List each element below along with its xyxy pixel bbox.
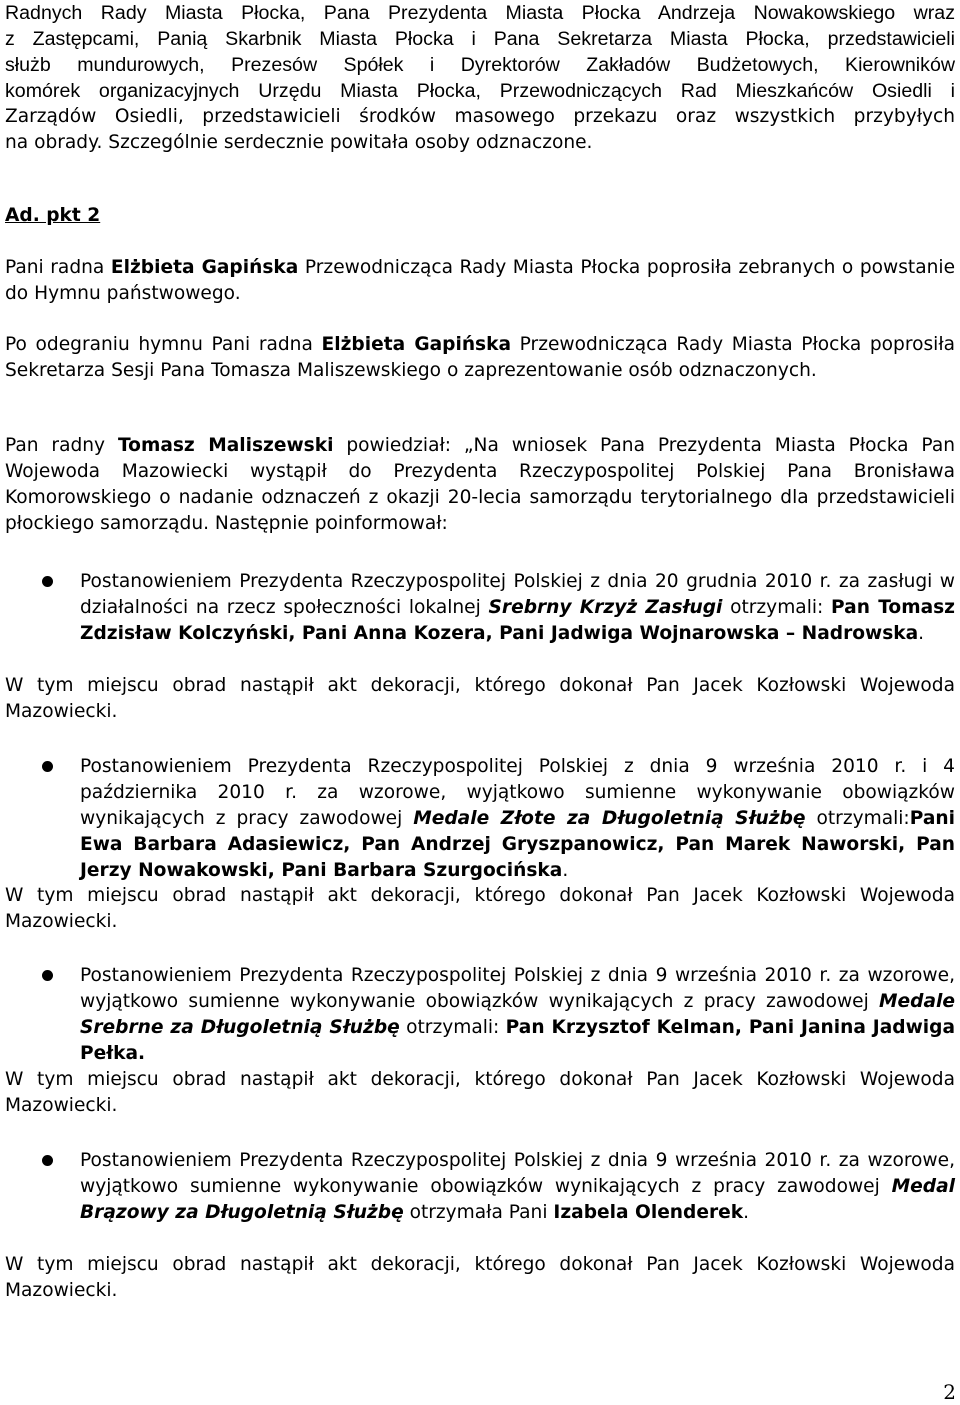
decoration-note: W tym miejscu obrad nastąpił akt dekoracji, którego dokonał Pan Jacek Kozłowski Wojewoda Mazowiecki. (5, 1254, 955, 1301)
person-name: Elżbieta Gapińska (321, 334, 512, 355)
intro-line: z Zastępcami, Panią Skarbnik Miasta Płocka i Pana Sekretarza Miasta Płocka, przedstawicieli (5, 28, 955, 50)
award-name: Medal Brązowy za Długoletnią Służbę (80, 1176, 955, 1223)
award-name: Medale Złote za Długoletnią Służbę (413, 808, 806, 829)
person-name: Elżbieta Gapińska (110, 257, 299, 278)
intro-paragraph (5, 0, 955, 104)
decoration-note: W tym miejscu obrad nastąpił akt dekoracji, którego dokonał Pan Jacek Kozłowski Wojewoda Mazowiecki. (5, 1069, 955, 1116)
paragraph-announcement: Pan radny Tomasz Maliszewski powiedział: „Na wniosek Pana Prezydenta Miasta Płocka Pan Wojewoda Mazowiecki wystąpił do Prezydenta Rzeczypospolitej Polskiej Pana Bronisława Komorowskiego o nadanie odznaczeń z okazji 20-lecia samorządu terytorialnego dla przedstawicieli płockiego samorządu. Następnie poinformował: (5, 435, 955, 534)
recipients: Pan Tomasz Zdzisław Kolczyński, Pani Anna Kozera, Pani Jadwiga Wojnarowska – Nadrowska (80, 597, 955, 644)
award-list-item: Postanowieniem Prezydenta Rzeczypospolitej Polskiej z dnia 9 września 2010 r. i 4 października 2010 r. za wzorowe, wyjątkowo sumienne wykonywanie obowiązków wynikających z pracy zawodowej Medale Złote za Długoletnią Służbę otrzymali:Pani Ewa Barbara Adasiewicz, Pan Andrzej Gryszpanowicz, Pan Marek Naworski, Pan Jerzy Nowakowski, Pani Barbara Szurgocińska. (80, 754, 955, 884)
award-list-item: Postanowieniem Prezydenta Rzeczypospolitej Polskiej z dnia 9 września 2010 r. za wzorowe, wyjątkowo sumienne wykonywanie obowiązków wynikających z pracy zawodowej Medale Srebrne za Długoletnią Służbę otrzymali: Pan Krzysztof Kelman, Pani Janina Jadwiga Pełka. (80, 963, 955, 1067)
bullet-icon (42, 576, 53, 587)
recipients: Izabela Olenderek (553, 1202, 744, 1223)
intro-line: komórek organizacyjnych Urzędu Miasta Płocka, Przewodniczących Rad Mieszkańców Osiedli i (5, 80, 955, 102)
bullet-icon (42, 1155, 53, 1166)
paragraph-anthem: Pani radna Elżbieta Gapińska Przewodnicząca Rady Miasta Płocka poprosiła zebranych o powstanie do Hymnu państwowego. (5, 257, 956, 304)
intro-line: Radnych Rady Miasta Płocka, Pana Prezydenta Miasta Płocka Andrzeja Nowakowskiego wraz (5, 2, 955, 24)
decoration-note: W tym miejscu obrad nastąpił akt dekoracji, którego dokonał Pan Jacek Kozłowski Wojewoda Mazowiecki. (5, 885, 955, 932)
paragraph-after-anthem: Po odegraniu hymnu Pani radna Elżbieta Gapińska Przewodnicząca Rady Miasta Płocka poprosiła Sekretarza Sesji Pana Tomasza Maliszewskiego o zaprezentowanie osób odznaczonych. (5, 334, 955, 381)
award-list-item: Postanowieniem Prezydenta Rzeczypospolitej Polskiej z dnia 20 grudnia 2010 r. za zasługi w działalności na rzecz społeczności lokalnej Srebrny Krzyż Zasługi otrzymali: Pan Tomasz Zdzisław Kolczyński, Pani Anna Kozera, Pani Jadwiga Wojnarowska – Nadrowska. (80, 569, 955, 647)
recipients: Pani Ewa Barbara Adasiewicz, Pan Andrzej Gryszpanowicz, Pan Marek Naworski, Pan Jerzy Nowakowski, Pani Barbara Szurgocińska (80, 808, 955, 881)
decoration-note: W tym miejscu obrad nastąpił akt dekoracji, którego dokonał Pan Jacek Kozłowski Wojewoda Mazowiecki. (5, 675, 955, 722)
bullet-icon (42, 761, 53, 772)
intro-line: Zarządów Osiedli, przedstawicieli środków masowego przekazu oraz wszystkich przybyłych (5, 106, 955, 127)
award-list-item: Postanowieniem Prezydenta Rzeczypospolitej Polskiej z dnia 9 września 2010 r. za wzorowe, wyjątkowo sumienne wykonywanie obowiązków wynikających z pracy zawodowej Medal Brązowy za Długoletnią Służbę otrzymała Pani Izabela Olenderek. (80, 1148, 955, 1226)
quote-text: „Na wniosek Pana Prezydenta Miasta Płocka Pan Wojewoda Mazowiecki wystąpił do Prezydenta Rzeczypospolitej Polskiej Pana Bronisława Komorowskiego o nadanie odznaczeń z okazji 20-lecia samorządu terytorialnego dla przedstawicieli płockiego samorządu. (5, 435, 955, 534)
award-name: Medale Srebrne za Długoletnią Służbę (80, 991, 955, 1038)
award-name: Srebrny Krzyż Zasługi (488, 597, 723, 618)
section-heading: Ad. pkt 2 (5, 205, 101, 226)
page-number: 2 (943, 1380, 956, 1404)
person-name: Tomasz Maliszewski (117, 435, 334, 456)
intro-line: na obrady. Szczególnie serdecznie powitała osoby odznaczone. (5, 132, 593, 153)
intro-line: służb mundurowych, Prezesów Spółek i Dyrektorów Zakładów Budżetowych, Kierowników (5, 54, 955, 76)
intro-paragraph-cont (5, 104, 955, 156)
bullet-icon (42, 970, 53, 981)
recipients: Pan Krzysztof Kelman, Pani Janina Jadwiga Pełka. (80, 1017, 955, 1064)
